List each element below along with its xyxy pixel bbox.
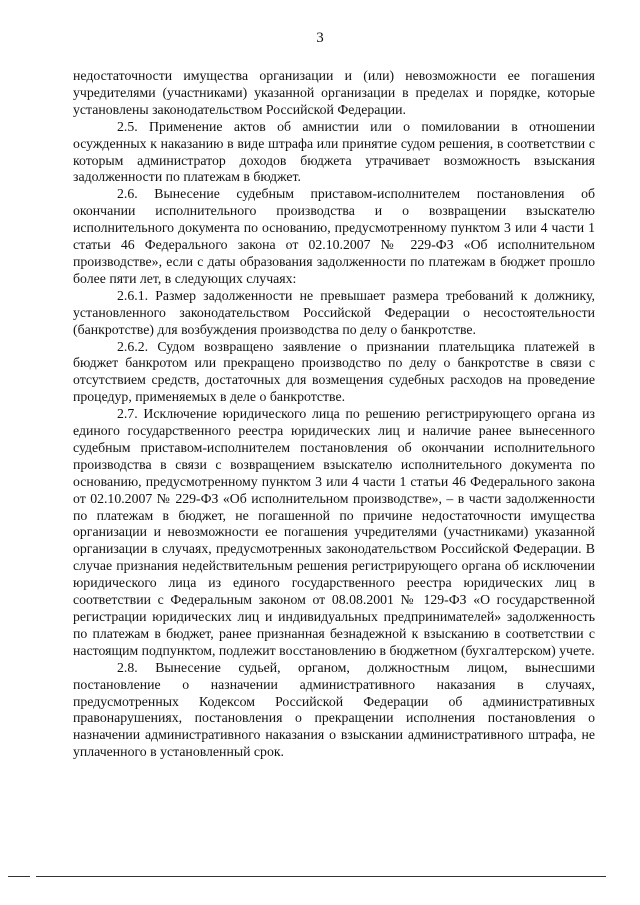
document-body: [73, 68, 595, 761]
footer-dash: [8, 876, 30, 877]
paragraph-2-7: 2.7. Исключение юридического лица по решению регистрирующего органа из единого государственного реестра юридических лиц и наличие ранее вынесенного судебным приставом-исполнителем постановления об окончании исполнительного производства в связи с возвращением взыскателю исполнительного документа по основанию, предусмотренному пунктом 3 или 4 части 1 статьи 46 Федерального закона от 02.10.2007 № 229-ФЗ «Об исполнительном производстве», – в части задолженности по платежам в бюджет, не погашенной по причине недостаточности имущества организации и невозможности ее погашения учредителями (участниками) указанной организации в случаях, предусмотренных законодательством Российской Федерации. В случае признания недействительным решения регистрирующего органа об исключении юридического лица из единого государственного реестра юридических лиц в соответствии с Федеральным законом от 08.08.2001 № 129-ФЗ «О государственной регистрации юридических лиц и индивидуальных предпринимателей» задолженность по платежам в бюджет, ранее признанная безнадежной к взысканию в соответствии с настоящим подпунктом, подлежит восстановлению в бюджетном (бухгалтерском) учете.: [73, 406, 595, 658]
page-number: 3: [316, 30, 324, 46]
footer-rule: [36, 876, 606, 877]
paragraph-continuation: недостаточности имущества организации и (или) невозможности ее погашения учредителями (участниками) указанной организации в пределах и порядке, которые установлены законодательством Российской Федерации.: [73, 68, 595, 117]
paragraph-2-6-1: 2.6.1. Размер задолженности не превышает размера требований к должнику, установленного законодательством Российской Федерации о несостоятельности (банкротстве) для возбуждения производства по делу о банкротстве.: [73, 287, 595, 337]
paragraph-2-5: 2.5. Применение актов об амнистии или о помиловании в отношении осужденных к наказанию в виде штрафа или принятие судом решения, в соответствии с которым администратор доходов бюджета утрачивает возможность взыскания задолженности по платежам в бюджет.: [73, 118, 595, 185]
paragraph-2-6-2: 2.6.2. Судом возвращено заявление о признании плательщика платежей в бюджет банкротом или прекращено производство по делу о банкротстве в связи с отсутствием средств, достаточных для возмещения судебных расходов на проведение процедур, применяемых в деле о банкротстве.: [73, 338, 595, 405]
paragraph-2-6: 2.6. Вынесение судебным приставом-исполнителем постановления об окончании исполнительного производства и о возвращении взыскателю исполнительного документа по основанию, предусмотренному пунктом 3 или 4 части 1 статьи 46 Федерального закона от 02.10.2007 № 229-ФЗ «Об исполнительном производстве», если с даты образования задолженности по платежам в бюджет прошло более пяти лет, в следующих случаях:: [73, 186, 595, 286]
paragraph-2-8: 2.8. Вынесение судьей, органом, должностным лицом, вынесшими постановление о назначении административного наказания в случаях, предусмотренных Кодексом Российской Федерации об административных правонарушениях, постановления о прекращении исполнения постановления о назначении административного наказания о взыскании административного штрафа, не уплаченного в установленный срок.: [73, 659, 595, 760]
